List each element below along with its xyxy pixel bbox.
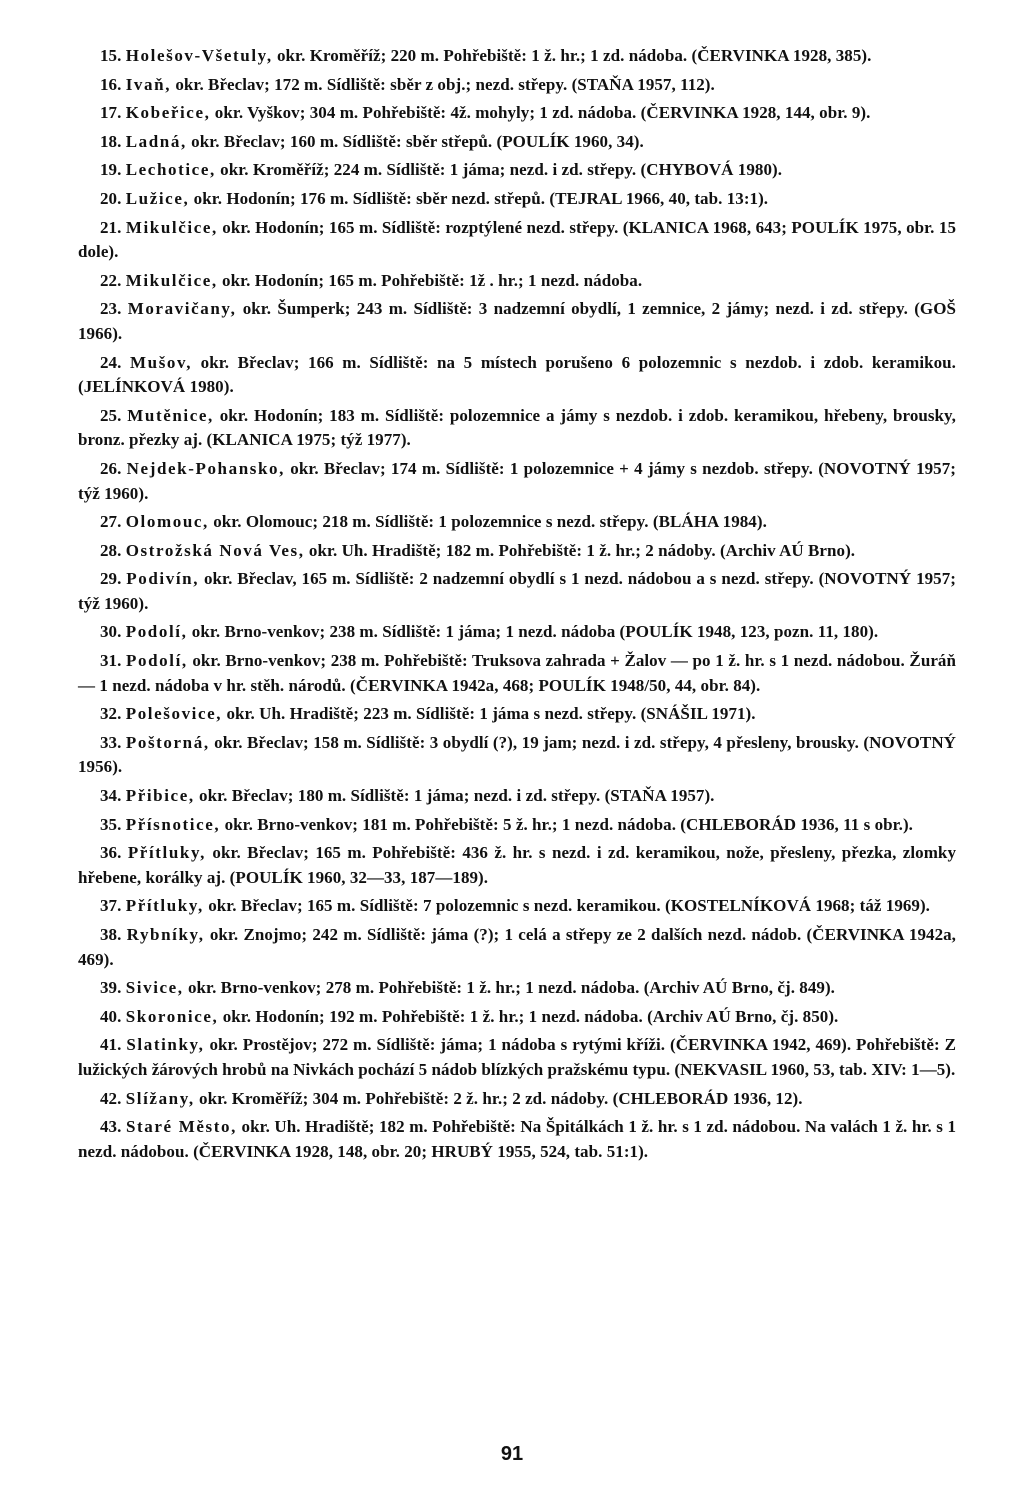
catalogue-entry bbox=[78, 1115, 956, 1164]
entry-site-name: Ostrožská Nová Ves, bbox=[125, 540, 305, 560]
entry-description: okr. Hodonín; 165 m. Sídliště: rozptýlené nezd. střepy. (KLANICA 1968, 643; POULÍK 1975, obr. 15 dole). bbox=[78, 217, 956, 262]
catalogue-entry bbox=[78, 73, 956, 98]
entry-description: okr. Břeclav; 172 m. Sídliště: sběr z obj.; nezd. střepy. (STAŇA 1957, 112). bbox=[175, 74, 715, 94]
entry-description: okr. Brno-venkov; 238 m. Pohřebiště: Truksova zahrada + Žalov — po 1 ž. hr. s 1 nezd. nádobou. Žuráň — 1 nezd. nádoba v hr. stěh. národů. (ČERVINKA 1942a, 468; POULÍK 1948/50, 44, obr. 84). bbox=[78, 651, 956, 695]
catalogue-entry bbox=[78, 269, 956, 294]
entry-site-name: Přítluky, bbox=[127, 843, 206, 863]
entry-site-name: Přísnotice, bbox=[125, 814, 221, 834]
catalogue-entry bbox=[78, 894, 956, 919]
entry-description: okr. Znojmo; 242 m. Sídliště: jáma (?); 1 celá a střepy ze 2 dalších nezd. nádob. (ČERVINKA 1942a, 469). bbox=[78, 925, 956, 969]
catalogue-entry bbox=[78, 731, 956, 780]
entry-description: okr. Prostějov; 272 m. Sídliště: jáma; 1 nádoba s rytými kříži. (ČERVINKA 1942, 469). Pohřebiště: Z lužických žárových hrobů na Nivkách pochází 5 nádob blízkých pražskému typu. (NEKVASIL 1960, 53, tab. XIV: 1—5). bbox=[78, 1035, 957, 1079]
entry-number: 39. bbox=[100, 978, 122, 998]
entry-site-name: Podivín, bbox=[126, 569, 200, 589]
entry-number: 24. bbox=[100, 352, 122, 372]
catalogue-entry bbox=[78, 130, 956, 155]
entry-number: 31. bbox=[100, 651, 122, 671]
catalogue-entry bbox=[78, 101, 956, 126]
entry-site-name: Moravičany, bbox=[127, 299, 237, 319]
entry-number: 40. bbox=[100, 1006, 122, 1026]
entry-description: okr. Vyškov; 304 m. Pohřebiště: 4ž. mohyly; 1 zd. nádoba. (ČERVINKA 1928, 144, obr. 9). bbox=[214, 103, 871, 123]
entry-number: 18. bbox=[100, 131, 122, 151]
catalogue-entry bbox=[78, 923, 956, 972]
entry-site-name: Podolí, bbox=[126, 651, 188, 671]
catalogue-entry bbox=[78, 1005, 956, 1030]
entry-site-name: Slatinky, bbox=[126, 1035, 205, 1055]
entry-site-name: Rybníky, bbox=[126, 925, 205, 944]
entry-number: 42. bbox=[100, 1088, 122, 1108]
entry-number: 19. bbox=[100, 160, 122, 180]
catalogue-entry bbox=[78, 187, 956, 212]
catalogue-entry bbox=[78, 1087, 956, 1112]
entry-site-name: Ivaň, bbox=[125, 74, 172, 94]
entry-description: okr. Břeclav; 165 m. Pohřebiště: 436 ž. hr. s nezd. i zd. keramikou, nože, přesleny, přezka, zlomky hřebene, korálky aj. (POULÍK 1960, 32—33, 187—189). bbox=[78, 843, 956, 887]
entry-site-name: Lechotice, bbox=[125, 160, 216, 180]
entry-description: okr. Brno-venkov; 238 m. Sídliště: 1 jáma; 1 nezd. nádoba (POULÍK 1948, 123, pozn. 11, 180). bbox=[191, 622, 879, 642]
entry-description: okr. Kroměříž; 220 m. Pohřebiště: 1 ž. hr.; 1 zd. nádoba. (ČERVINKA 1928, 385). bbox=[277, 46, 872, 65]
entry-number: 35. bbox=[100, 814, 122, 834]
entry-site-name: Sivice, bbox=[125, 978, 184, 998]
entry-site-name: Mutěnice, bbox=[127, 405, 214, 425]
catalogue-entry bbox=[78, 976, 956, 1001]
entry-site-name: Mikulčice, bbox=[125, 217, 218, 237]
entry-number: 43. bbox=[100, 1117, 122, 1137]
entry-description: okr. Brno-venkov; 278 m. Pohřebiště: 1 ž. hr.; 1 nezd. nádoba. (Archiv AÚ Brno, čj. 849). bbox=[187, 978, 835, 998]
entry-site-name: Staré Město, bbox=[125, 1117, 237, 1137]
entry-number: 26. bbox=[100, 458, 122, 478]
catalogue-entry bbox=[78, 158, 956, 183]
entry-number: 21. bbox=[100, 217, 122, 237]
catalogue-entry bbox=[78, 620, 956, 645]
entry-site-name: Lužice, bbox=[125, 188, 190, 208]
entry-number: 29. bbox=[100, 569, 122, 589]
entry-site-name: Polešovice, bbox=[125, 704, 223, 724]
entry-site-name: Poštorná, bbox=[125, 732, 210, 752]
entry-site-name: Skoronice, bbox=[125, 1006, 219, 1026]
catalogue-entry bbox=[78, 457, 956, 506]
entry-description: okr. Hodonín; 165 m. Pohřebiště: 1ž . hr.; 1 nezd. nádoba. bbox=[222, 270, 643, 290]
page-number: 91 bbox=[500, 1443, 524, 1465]
entry-description: okr. Břeclav; 158 m. Sídliště: 3 obydlí (?), 19 jam; nezd. i zd. střepy, 4 přesleny, brousky. (NOVOTNÝ 1956). bbox=[78, 732, 956, 777]
catalogue-text bbox=[78, 44, 956, 1168]
entry-description: okr. Šumperk; 243 m. Sídliště: 3 nadzemní obydlí, 1 zemnice, 2 jámy; nezd. i zd. střepy. (GOŠ 1966). bbox=[78, 299, 956, 343]
catalogue-entry bbox=[78, 567, 956, 616]
catalogue-entry bbox=[78, 44, 956, 69]
entry-description: okr. Hodonín; 183 m. Sídliště: polozemnice a jámy s nezdob. i zdob. keramikou, hřebeny, brousky, bronz. přezky aj. (KLANICA 1975; týž 1977). bbox=[78, 405, 956, 450]
entry-number: 20. bbox=[100, 188, 122, 208]
entry-number: 37. bbox=[100, 896, 122, 916]
catalogue-entry bbox=[78, 297, 956, 346]
entry-description: okr. Kroměříž; 304 m. Pohřebiště: 2 ž. hr.; 2 zd. nádoby. (CHLEBORÁD 1936, 12). bbox=[199, 1088, 803, 1108]
entry-site-name: Mikulčice, bbox=[125, 270, 218, 290]
entry-description: okr. Břeclav; 166 m. Sídliště: na 5 místech porušeno 6 polozemnic s nezdob. i zdob. keramikou. (JELÍNKOVÁ 1980). bbox=[78, 352, 956, 397]
entry-number: 22. bbox=[100, 270, 122, 290]
entry-site-name: Holešov-Všetuly, bbox=[125, 46, 273, 65]
catalogue-entry bbox=[78, 784, 956, 809]
entry-description: okr. Brno-venkov; 181 m. Pohřebiště: 5 ž. hr.; 1 nezd. nádoba. (CHLEBORÁD 1936, 11 s obr.). bbox=[224, 814, 913, 834]
entry-description: okr. Břeclav; 160 m. Sídliště: sběr střepů. (POULÍK 1960, 34). bbox=[191, 131, 644, 151]
entry-number: 17. bbox=[100, 103, 122, 123]
entry-site-name: Slížany, bbox=[125, 1088, 195, 1108]
entry-site-name: Přibice, bbox=[125, 786, 195, 806]
entry-number: 32. bbox=[100, 704, 122, 724]
catalogue-entry bbox=[78, 813, 956, 838]
entry-number: 33. bbox=[100, 732, 122, 752]
entry-number: 16. bbox=[100, 74, 122, 94]
entry-number: 30. bbox=[100, 622, 122, 642]
entry-description: okr. Uh. Hradiště; 182 m. Pohřebiště: 1 ž. hr.; 2 nádoby. (Archiv AÚ Brno). bbox=[308, 540, 856, 560]
entry-site-name: Olomouc, bbox=[125, 512, 209, 532]
entry-number: 34. bbox=[100, 786, 122, 806]
entry-site-name: Podolí, bbox=[125, 622, 188, 642]
entry-description: okr. Hodonín; 176 m. Sídliště: sběr nezd. střepů. (TEJRAL 1966, 40, tab. 13:1). bbox=[193, 188, 769, 208]
entry-number: 38. bbox=[100, 925, 122, 944]
entry-site-name: Nejdek-Pohansko, bbox=[126, 458, 285, 478]
catalogue-entry bbox=[78, 539, 956, 564]
entry-number: 25. bbox=[100, 405, 122, 425]
entry-site-name: Mušov, bbox=[130, 352, 193, 372]
entry-description: okr. Uh. Hradiště; 223 m. Sídliště: 1 jáma s nezd. střepy. (SNÁŠIL 1971). bbox=[226, 704, 756, 724]
catalogue-entry bbox=[78, 1033, 956, 1082]
entry-description: okr. Břeclav; 180 m. Sídliště: 1 jáma; nezd. i zd. střepy. (STAŇA 1957). bbox=[199, 786, 715, 806]
entry-site-name: Přítluky, bbox=[125, 896, 204, 916]
entry-description: okr. Kroměříž; 224 m. Sídliště: 1 jáma; nezd. i zd. střepy. (CHYBOVÁ 1980). bbox=[220, 160, 783, 180]
entry-description: okr. Břeclav; 165 m. Sídliště: 7 polozemnic s nezd. keramikou. (KOSTELNÍKOVÁ 1968; táž 1969). bbox=[208, 896, 930, 916]
entry-site-name: Ladná, bbox=[125, 131, 187, 151]
entry-description: okr. Břeclav; 174 m. Sídliště: 1 polozemnice + 4 jámy s nezdob. střepy. (NOVOTNÝ 1957; týž 1960). bbox=[78, 458, 956, 503]
catalogue-entry bbox=[78, 702, 956, 727]
entry-site-name: Kobeřice, bbox=[125, 103, 211, 123]
entry-number: 15. bbox=[100, 46, 122, 65]
catalogue-entry bbox=[78, 510, 956, 535]
catalogue-entry bbox=[78, 649, 956, 698]
entry-number: 41. bbox=[100, 1035, 122, 1055]
entry-description: okr. Olomouc; 218 m. Sídliště: 1 polozemnice s nezd. střepy. (BLÁHA 1984). bbox=[213, 512, 767, 532]
entry-number: 27. bbox=[100, 512, 122, 532]
catalogue-entry bbox=[78, 351, 956, 400]
entry-description: okr. Uh. Hradiště; 182 m. Pohřebiště: Na Špitálkách 1 ž. hr. s 1 zd. nádobou. Na valách 1 ž. hr. s 1 nezd. nádobou. (ČERVINKA 1928, 148, obr. 20; HRUBÝ 1955, 524, tab. 51:1). bbox=[78, 1117, 957, 1161]
catalogue-entry bbox=[78, 404, 956, 453]
entry-number: 28. bbox=[100, 540, 122, 560]
catalogue-entry bbox=[78, 216, 956, 265]
entry-description: okr. Břeclav, 165 m. Sídliště: 2 nadzemní obydlí s 1 nezd. nádobou a s nezd. střepy. (NOVOTNÝ 1957; týž 1960). bbox=[78, 569, 956, 613]
catalogue-entry bbox=[78, 841, 956, 890]
entry-number: 36. bbox=[100, 843, 122, 863]
entry-description: okr. Hodonín; 192 m. Pohřebiště: 1 ž. hr.; 1 nezd. nádoba. (Archiv AÚ Brno, čj. 850). bbox=[222, 1006, 839, 1026]
entry-number: 23. bbox=[100, 299, 122, 319]
